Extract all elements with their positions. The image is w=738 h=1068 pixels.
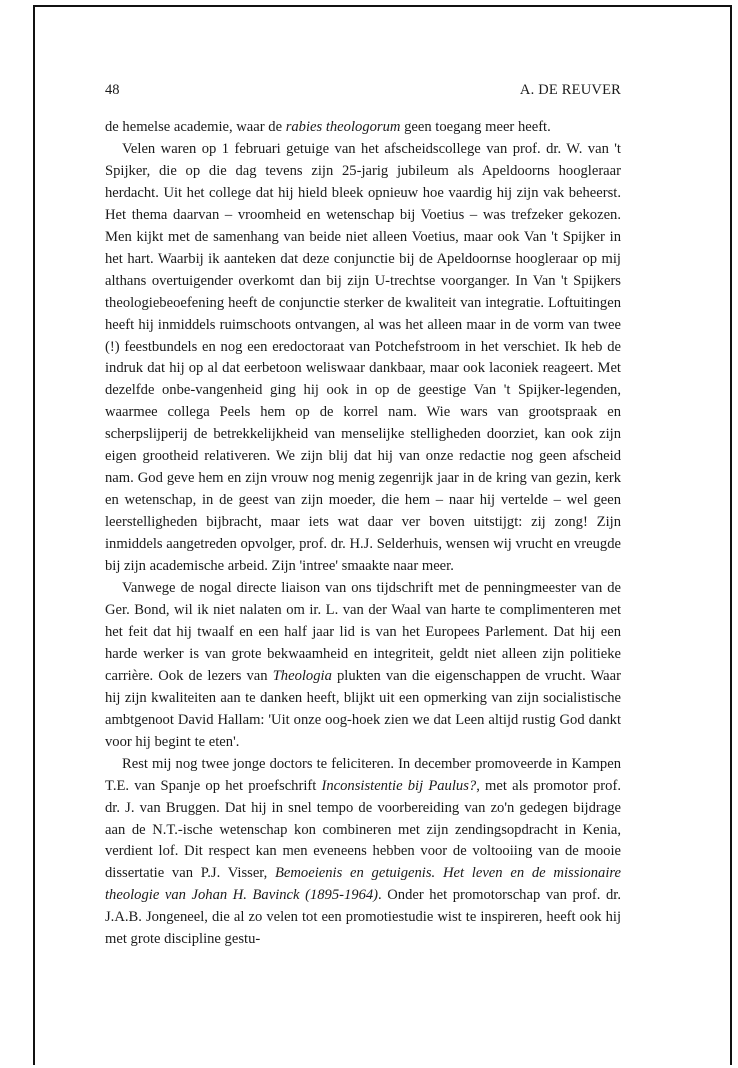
paragraph-1 — [105, 117, 621, 139]
paragraph-4 — [105, 754, 621, 952]
italic-term: rabies theologorum — [285, 119, 401, 135]
paragraph-3 — [105, 578, 621, 754]
running-head-author: A. DE REUVER — [519, 82, 621, 98]
text-run: plukten van die eigenschappen de vrucht. Waar hij zijn kwaliteiten aan te danken heeft, blijkt uit een opmerking van zijn socialistische ambtgenoot David Hallam: 'Uit onze oog-hoek zien we dat Leen altijd rustig God dankt voor hij begint te eten'. — [105, 667, 621, 750]
text-run: Vanwege de nogal directe liaison van ons tijdschrift met de penningmeester van de Ger. Bond, wil ik niet nalaten om ir. L. van der Waal van harte te complimenteren met het feit dat hij twaalf en een half jaar lid is van het Europees Parlement. Dat hij een harde werker is van grote bekwaamheid en integriteit, geldt niet alleen zijn politieke carrière. Ook de lezers van — [105, 580, 621, 684]
text-run: de hemelse academie, waar de — [105, 119, 286, 135]
italic-dissertation-title: Bemoeienis en getuigenis. Het leven en de missionaire theologie van Johan H. Bavinck (1895-1964) — [105, 865, 621, 904]
article-body — [105, 117, 621, 951]
text-run: , met als promotor prof. dr. J. van Bruggen. Dat hij in snel tempo de voorbereiding van zo'n gedegen bijdrage aan de N.T.-ische wetenschap kon combineren met zijn zendingsopdracht in Kenia, verdient lof. Dit respect kan men eveneens hebben voor de voltooiing van de mooie dissertatie van P.J. Visser, — [105, 777, 621, 882]
italic-dissertation-title: Inconsistentie bij Paulus? — [321, 777, 477, 794]
paragraph-2 — [105, 139, 621, 578]
text-run: geen toegang meer heeft. — [400, 119, 551, 135]
italic-journal-title: Theologia — [272, 667, 332, 684]
text-run: Velen waren op 1 februari getuige van het afscheidscollege van prof. dr. W. van 't Spijker, die op die dag tevens zijn 25-jarig jubileum als Apeldoorns hoogleraar herdacht. Uit het college dat hij hield bleek opnieuw hoe vaardig hij zijn vak beheerst. Het thema daarvan – vroomheid en wetenschap bij Voetius – was trefzeker gekozen. Men kijkt met de samenhang van beide niet alleen Voetius, maar ook Van 't Spijker in het hart. Waarbij ik aanteken dat deze conjunctie bij de Apeldoornse hoogleraar op mij althans overtuigender overkomt dan bij zijn U-trechtse voorganger. In Van 't Spijkers theologiebeoefening heeft de conjunctie sterker de kwaliteit van integratie. Loftuitingen heeft hij inmiddels ruimschoots ontvangen, al was het alleen maar in de vorm van twee (!) feestbundels en nog een eredoctoraat van Potchefstroom in het verschiet. Ik heb de indruk dat hij op al dat eerbetoon weliswaar dankbaar, maar ook laconiek reageert. Met dezelfde onbe-vangenheid ging hij ook in op de geestige Van 't Spijker-legenden, waarmee collega Peels hem op de korrel nam. Wie wars van grootspraak en scherpslijperij de betrekkelijkheid van menselijke stelligheden doorziet, kan ook zijn eigen grootheid relativeren. We zijn blij dat hij van onze redactie nog geen afscheid nam. God geve hem en zijn vrouw nog menig zegenrijk jaar in de kring van gezin, kerk en wetenschap, in de geest van zijn moeder, die hem – naar hij vertelde – wel geen leerstelligheden bijbracht, maar iets wat daar ver boven uitstijgt: zij zong! Zijn inmiddels aangetreden opvolger, prof. dr. H.J. Selderhuis, wensen wij vrucht en vreugde bij zijn academische arbeid. Zijn 'intree' smaakte naar meer. — [105, 140, 621, 575]
page-header — [105, 82, 621, 102]
page-number: 48 — [105, 82, 120, 98]
text-run: . Onder het promotorschap van prof. dr. J.A.B. Jongeneel, die al zo velen tot een promotiestudie wist te inspireren, heeft ook hij met grote discipline gestu- — [105, 887, 621, 948]
text-run: Rest mij nog twee jonge doctors te feliciteren. In december promoveerde in Kampen T.E. van Spanje op het proefschrift — [105, 755, 621, 794]
